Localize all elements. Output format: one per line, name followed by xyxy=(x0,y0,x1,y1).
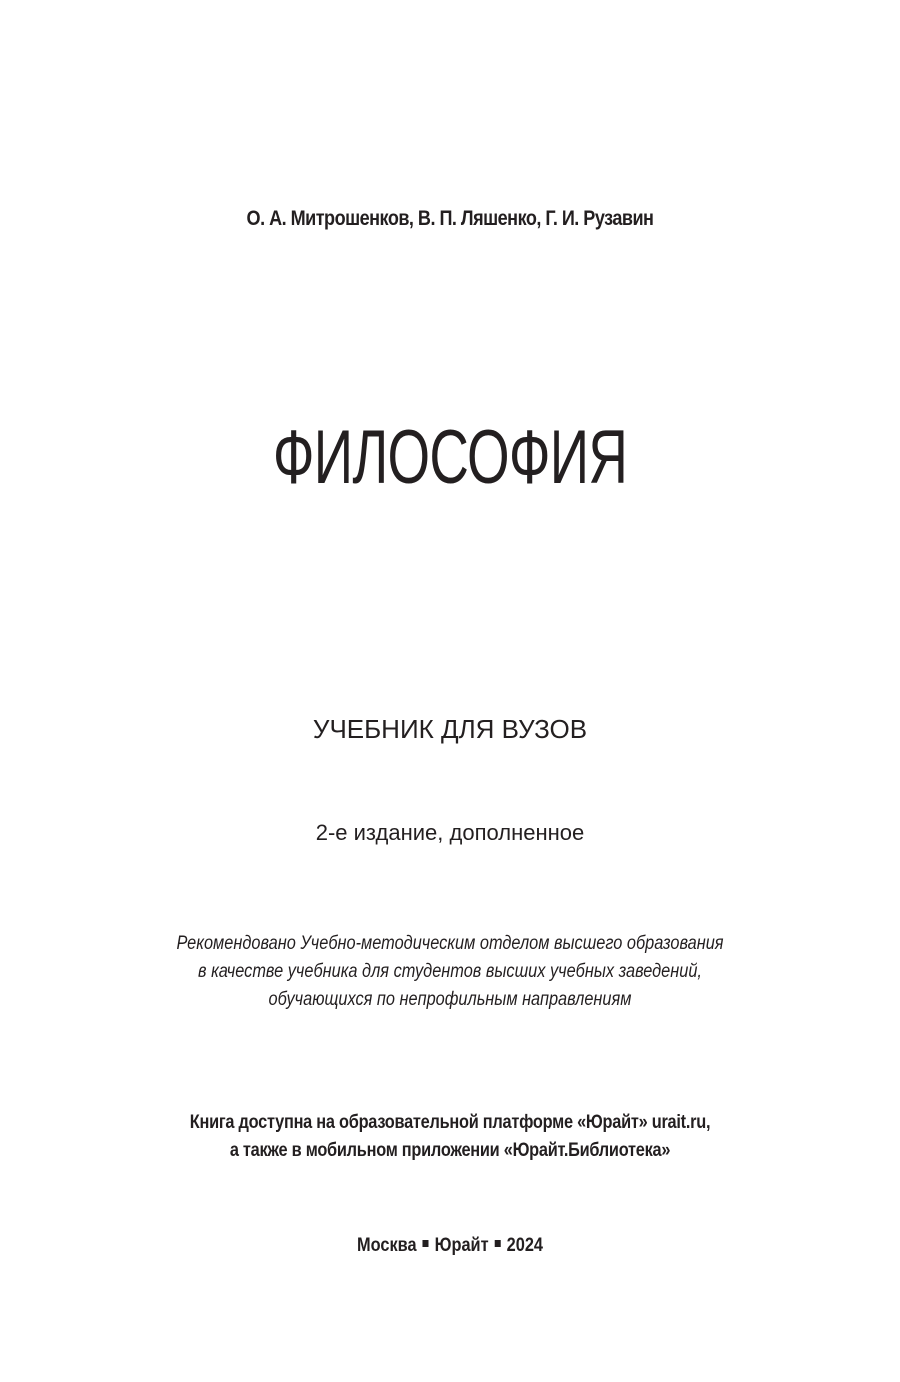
recommendation-line-3: обучающихся по непрофильным направлениям xyxy=(268,989,632,1010)
platform-line-2: а также в мобильном приложении «Юрайт.Библиотека» xyxy=(229,1140,671,1161)
platform-notice xyxy=(63,1109,837,1165)
book-subtitle: УЧЕБНИК ДЛЯ ВУЗОВ xyxy=(312,714,588,744)
platform-line-1: Книга доступна на образовательной платформе «Юрайт» urait.ru, xyxy=(189,1112,711,1133)
edition-note: 2-е издание, дополненное xyxy=(315,820,585,845)
book-title: ФИЛОСОФИЯ xyxy=(272,415,628,500)
imprint-publisher: Юрайт xyxy=(434,1235,489,1256)
separator-square-icon xyxy=(423,1240,429,1247)
authors: О. А. Митрошенков, В. П. Ляшенко, Г. И. Рузавин xyxy=(246,207,654,230)
recommendation-line-1: Рекомендовано Учебно-методическим отделом высшего образования xyxy=(176,933,724,954)
imprint xyxy=(63,1236,837,1255)
recommendation-block xyxy=(63,930,837,1014)
imprint-city: Москва xyxy=(356,1235,417,1256)
separator-square-icon xyxy=(495,1240,501,1247)
recommendation-line-2: в качестве учебника для студентов высших учебных заведений, xyxy=(198,961,702,982)
imprint-year: 2024 xyxy=(506,1235,544,1256)
